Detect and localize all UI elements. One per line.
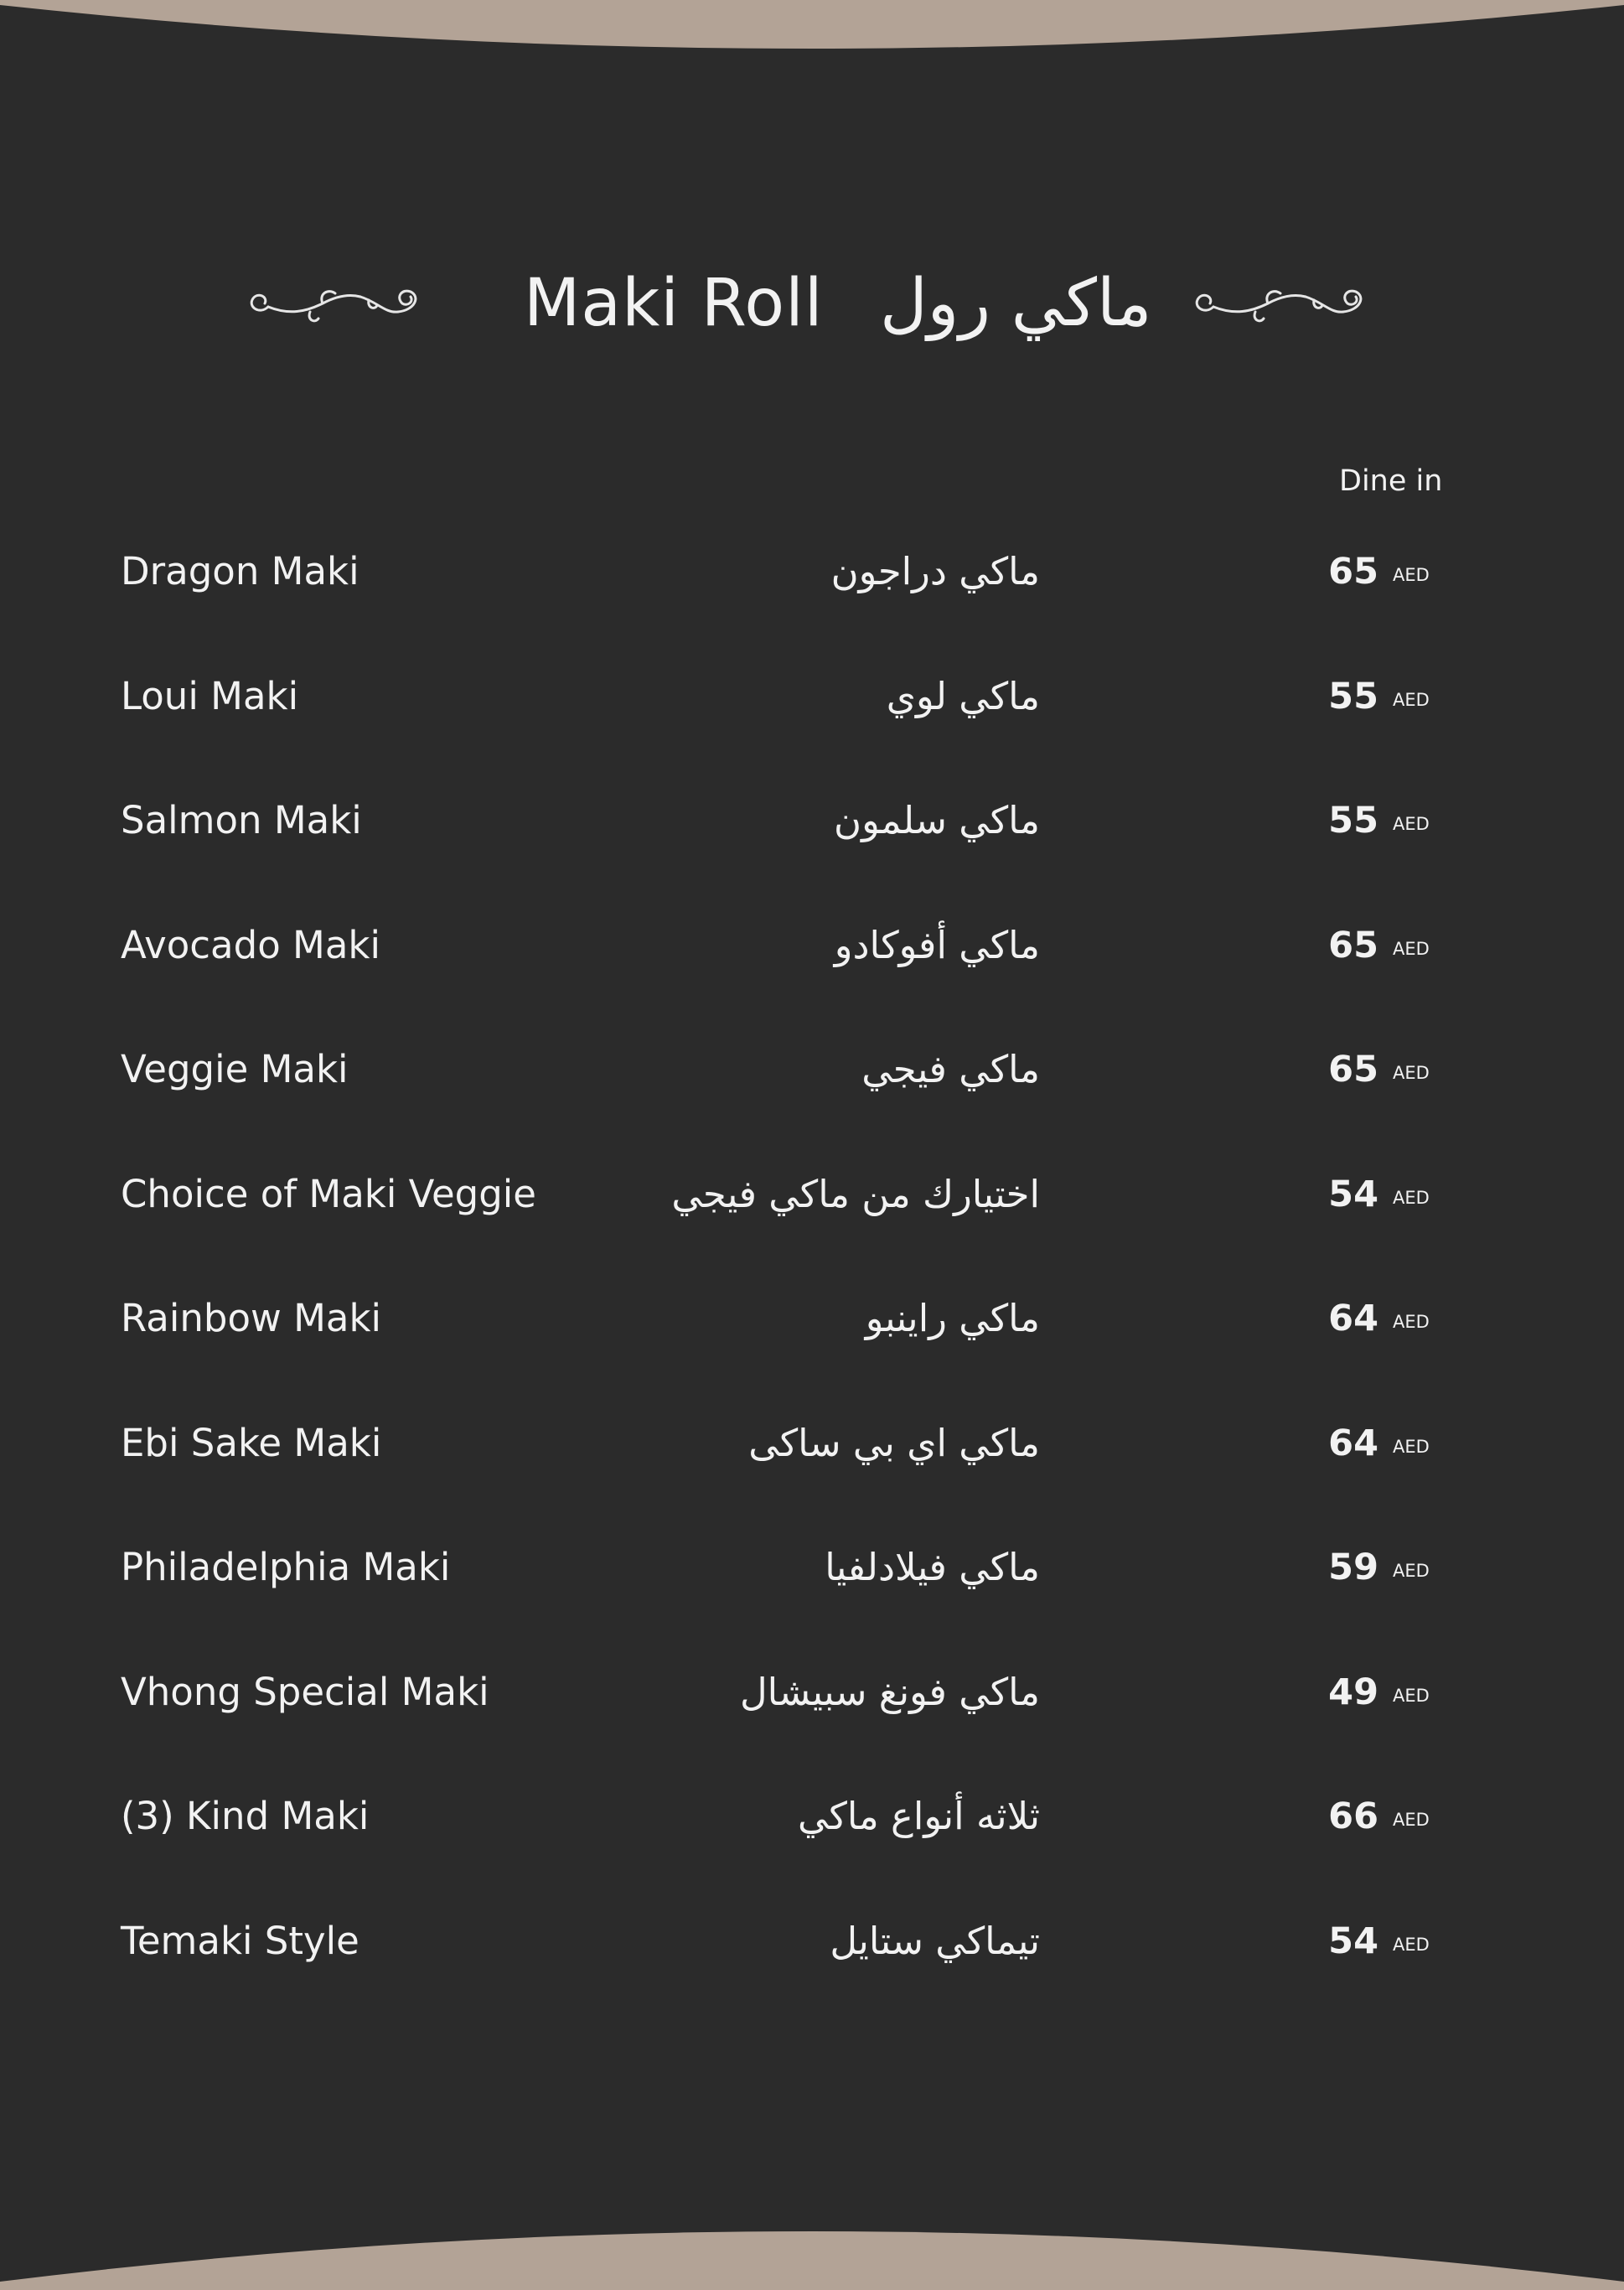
bottom-decorative-curve xyxy=(0,2215,1624,2290)
menu-item xyxy=(0,1283,1624,1408)
item-price: 55 xyxy=(1328,800,1378,842)
flourish-icon xyxy=(1188,282,1381,329)
menu-item xyxy=(0,1408,1624,1533)
item-currency: AED xyxy=(1393,1312,1430,1332)
item-currency: AED xyxy=(1393,1810,1430,1830)
item-price: 64 xyxy=(1328,1422,1378,1464)
item-price: 65 xyxy=(1328,924,1378,966)
item-name-arabic: تيماكي ستايل xyxy=(830,1918,1040,1963)
item-price: 54 xyxy=(1328,1920,1378,1962)
item-name-english: Salmon Maki xyxy=(121,798,362,842)
flourish-icon xyxy=(243,282,436,329)
page-title-english: Maki Roll xyxy=(524,266,824,341)
item-price: 65 xyxy=(1328,1049,1378,1091)
menu-item xyxy=(0,661,1624,786)
item-currency: AED xyxy=(1393,1685,1430,1706)
item-name-english: Veggie Maki xyxy=(121,1047,349,1091)
item-name-english: Philadelphia Maki xyxy=(121,1545,451,1589)
item-price: 55 xyxy=(1328,675,1378,718)
item-name-arabic: ماكي فيلادلفيا xyxy=(825,1545,1040,1589)
item-name-english: Rainbow Maki xyxy=(121,1296,382,1340)
item-name-arabic: ماكي اي بي ساكى xyxy=(748,1420,1040,1465)
item-name-english: Ebi Sake Maki xyxy=(121,1420,382,1465)
item-name-arabic: ماكي راينبو xyxy=(865,1296,1040,1340)
menu-item xyxy=(0,1159,1624,1284)
item-name-arabic: ماكي لوي xyxy=(886,673,1040,718)
item-currency: AED xyxy=(1393,1187,1430,1208)
top-decorative-curve xyxy=(0,0,1624,67)
menu-item xyxy=(0,1906,1624,2031)
item-name-english: Vhong Special Maki xyxy=(121,1669,489,1714)
item-currency: AED xyxy=(1393,565,1430,585)
item-name-english: Loui Maki xyxy=(121,673,299,718)
menu-list xyxy=(0,536,1624,2030)
item-name-arabic: ماكي فونغ سبيشال xyxy=(739,1669,1040,1714)
item-name-arabic: ماكي فيجي xyxy=(861,1047,1040,1091)
item-currency: AED xyxy=(1393,1561,1430,1581)
item-price: 49 xyxy=(1328,1671,1378,1713)
item-price: 64 xyxy=(1328,1298,1378,1339)
menu-item xyxy=(0,1034,1624,1159)
item-currency: AED xyxy=(1393,689,1430,710)
item-currency: AED xyxy=(1393,1063,1430,1083)
item-name-english: Dragon Maki xyxy=(121,549,359,593)
page-title-arabic: ماكي رول xyxy=(880,266,1152,341)
item-currency: AED xyxy=(1393,938,1430,959)
item-name-arabic: اختيارك من ماكي فيجي xyxy=(671,1171,1040,1216)
item-currency: AED xyxy=(1393,1436,1430,1457)
menu-item xyxy=(0,910,1624,1035)
dine-in-column-header: Dine in xyxy=(1339,464,1443,498)
item-name-english: Choice of Maki Veggie xyxy=(121,1171,536,1216)
item-name-english: Temaki Style xyxy=(121,1918,359,1963)
menu-item xyxy=(0,1532,1624,1657)
item-currency: AED xyxy=(1393,814,1430,834)
item-price: 54 xyxy=(1328,1173,1378,1215)
menu-item xyxy=(0,1781,1624,1906)
menu-item xyxy=(0,1657,1624,1782)
item-name-arabic: ثلاثه أنواع ماكي xyxy=(797,1794,1040,1838)
item-name-english: (3) Kind Maki xyxy=(121,1794,370,1838)
menu-item xyxy=(0,785,1624,910)
item-name-arabic: ماكي أفوكادو xyxy=(834,922,1040,967)
menu-item xyxy=(0,536,1624,661)
menu-header xyxy=(0,251,1624,360)
item-name-english: Avocado Maki xyxy=(121,922,380,967)
item-name-arabic: ماكي سلمون xyxy=(834,798,1040,842)
item-name-arabic: ماكي دراجون xyxy=(830,549,1040,593)
item-currency: AED xyxy=(1393,1934,1430,1955)
item-price: 59 xyxy=(1328,1547,1378,1588)
item-price: 65 xyxy=(1328,551,1378,593)
item-price: 66 xyxy=(1328,1795,1378,1837)
